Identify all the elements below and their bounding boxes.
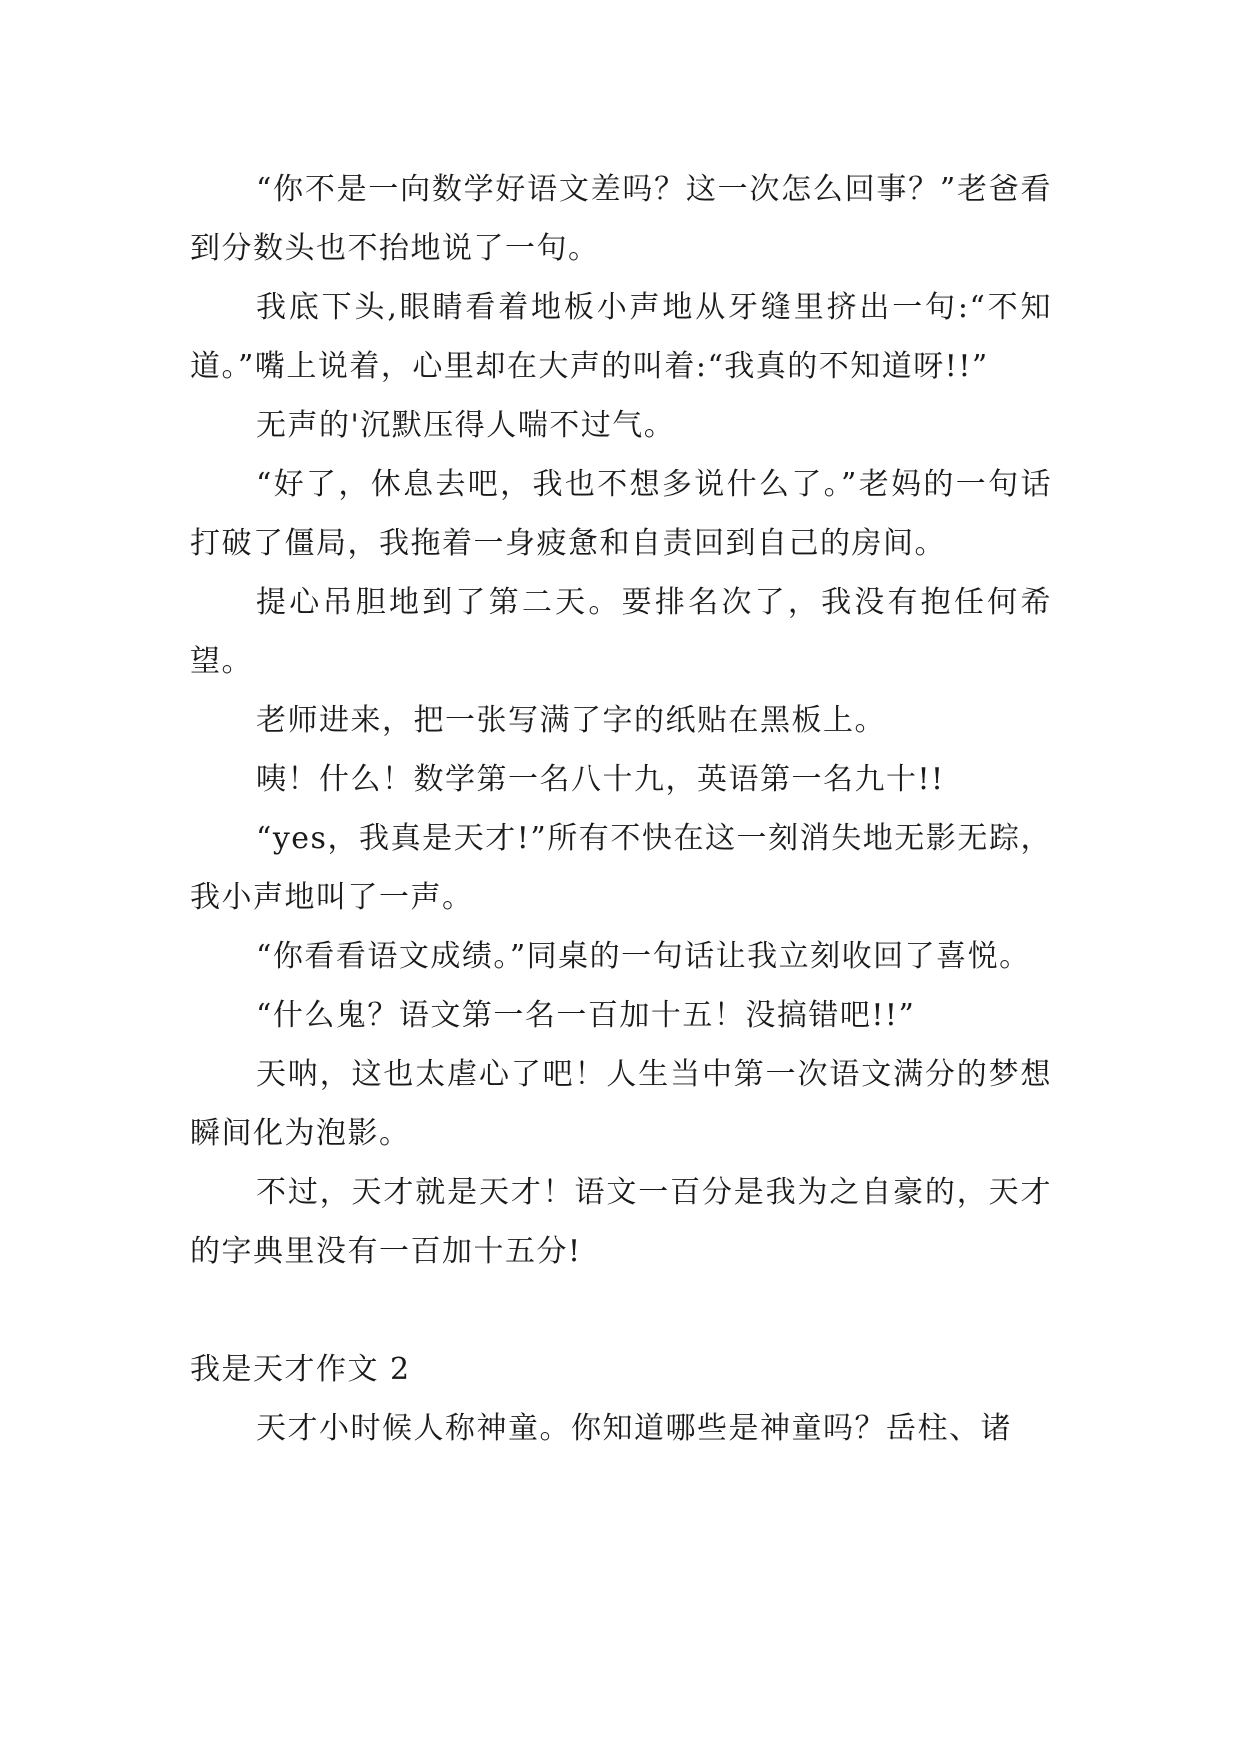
paragraph-9: “你看看语文成绩。”同桌的一句话让我立刻收回了喜悦。: [256, 939, 1031, 974]
paragraph-5: 提心吊胆地到了第二天。要排名次了，我没有抱任何希望。: [190, 585, 1052, 679]
paragraph-10: “什么鬼？语文第一名一百加十五！没搞错吧!!”: [256, 998, 916, 1033]
paragraph-4: “好了，休息去吧，我也不想多说什么了。”老妈的一句话打破了僵局，我拖着一身疲惫和自责回到自己的房间。: [190, 467, 1052, 561]
paragraph-12: 不过，天才就是天才！语文一百分是我为之自豪的，天才的字典里没有一百加十五分!: [190, 1175, 1052, 1269]
paragraph-3: 无声的'沉默压得人喘不过气。: [256, 408, 676, 443]
section-paragraph-1: 天才小时候人称神童。你知道哪些是神童吗？岳柱、诸: [256, 1411, 1012, 1446]
section-gap: [190, 1281, 1052, 1340]
paragraph-7: 咦！什么！数学第一名八十九，英语第一名九十!!: [256, 762, 945, 797]
paragraph-11: 天呐，这也太虐心了吧！人生当中第一次语文满分的梦想瞬间化为泡影。: [190, 1057, 1052, 1151]
section-title: 我是天才作文 2: [190, 1352, 411, 1387]
paragraph-6: 老师进来，把一张写满了字的纸贴在黑板上。: [256, 703, 886, 738]
document-body: [190, 160, 1052, 1458]
paragraph-2: 我底下头,眼睛看着地板小声地从牙缝里挤出一句:“不知道。”嘴上说着，心里却在大声的叫着:“我真的不知道呀!!”: [190, 290, 1052, 384]
paragraph-8: “yes，我真是天才!”所有不快在这一刻消失地无影无踪，我小声地叫了一声。: [190, 821, 1052, 915]
paragraph-1: “你不是一向数学好语文差吗？这一次怎么回事？”老爸看到分数头也不抬地说了一句。: [190, 172, 1052, 266]
